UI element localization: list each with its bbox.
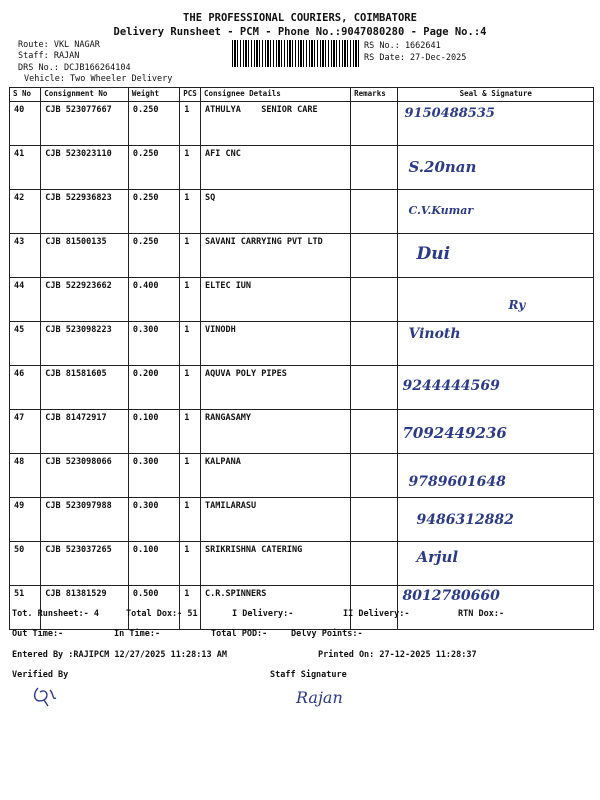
handwritten-signature: Arjul: [416, 548, 459, 566]
cell-signature: [398, 410, 594, 454]
handwritten-signature: 9150488535: [404, 106, 495, 121]
cell-sno: 45: [10, 322, 41, 366]
total-dox: Total Dox:- 51: [126, 609, 198, 619]
cell-pcs: 1: [180, 454, 201, 498]
cell-sno: 43: [10, 234, 41, 278]
cell-consignment-no: CJB 81381529: [41, 586, 129, 630]
cell-pcs: 1: [180, 498, 201, 542]
table-row: [10, 146, 594, 190]
cell-sno: 47: [10, 410, 41, 454]
cell-pcs: 1: [180, 102, 201, 146]
total-pod: Total POD:-: [211, 629, 268, 639]
cell-signature: [398, 234, 594, 278]
handwritten-signature: Dui: [416, 244, 451, 264]
cell-consignee-details: ELTEC IUN: [200, 278, 350, 322]
col-header-signature: Seal & Signature: [398, 88, 594, 102]
cell-weight: 0.300: [128, 322, 179, 366]
cell-consignee-details: SQ: [200, 190, 350, 234]
handwritten-signature: 9789601648: [408, 474, 506, 490]
cell-consignment-no: CJB 81581605: [41, 366, 129, 410]
col-header-weight: Weight: [128, 88, 179, 102]
table-row: [10, 410, 594, 454]
col-header-remarks: Remarks: [351, 88, 398, 102]
cell-weight: 0.300: [128, 498, 179, 542]
cell-consignee-details: ATHULYA SENIOR CARE: [200, 102, 350, 146]
cell-consignee-details: VINODH: [200, 322, 350, 366]
cell-sno: 46: [10, 366, 41, 410]
cell-remarks: [351, 190, 398, 234]
cell-remarks: [351, 146, 398, 190]
cell-weight: 0.500: [128, 586, 179, 630]
cell-consignee-details: C.R.SPINNERS: [200, 586, 350, 630]
handwritten-signature: S.20nan: [408, 158, 477, 176]
cell-consignment-no: CJB 81500135: [41, 234, 129, 278]
handwritten-signature: 9244444569: [402, 378, 500, 394]
cell-weight: 0.250: [128, 146, 179, 190]
cell-consignee-details: KALPANA: [200, 454, 350, 498]
cell-consignment-no: CJB 522936823: [41, 190, 129, 234]
cell-remarks: [351, 322, 398, 366]
cell-pcs: 1: [180, 366, 201, 410]
rtn-dox: RTN Dox:-: [458, 609, 505, 619]
delvy-points: Delvy Points:-: [291, 629, 363, 639]
cell-weight: 0.300: [128, 454, 179, 498]
handwritten-signature: Vinoth: [408, 326, 461, 342]
cell-signature: [398, 586, 594, 630]
cell-pcs: 1: [180, 410, 201, 454]
cell-signature: [398, 278, 594, 322]
table-row: [10, 234, 594, 278]
handwritten-signature: Ry: [508, 298, 526, 312]
cell-consignment-no: CJB 523097988: [41, 498, 129, 542]
col-header-consignee: Consignee Details: [200, 88, 350, 102]
cell-consignment-no: CJB 81472917: [41, 410, 129, 454]
cell-consignment-no: CJB 523077667: [41, 102, 129, 146]
cell-consignment-no: CJB 523098066: [41, 454, 129, 498]
entered-by: Entered By :RAJIPCM 12/27/2025 11:28:13 AM: [12, 650, 227, 660]
cell-remarks: [351, 542, 398, 586]
cell-consignment-no: CJB 523037265: [41, 542, 129, 586]
table-row: [10, 454, 594, 498]
cell-consignment-no: CJB 523098223: [41, 322, 129, 366]
cell-pcs: 1: [180, 190, 201, 234]
cell-signature: [398, 146, 594, 190]
cell-sno: 49: [10, 498, 41, 542]
in-time: In Time:-: [114, 629, 161, 639]
table-row: [10, 498, 594, 542]
cell-weight: 0.100: [128, 542, 179, 586]
table-row: [10, 190, 594, 234]
cell-signature: [398, 102, 594, 146]
barcode-image: [232, 40, 360, 67]
cell-sno: 50: [10, 542, 41, 586]
company-title: THE PROFESSIONAL COURIERS, COIMBATORE: [183, 12, 417, 24]
cell-weight: 0.400: [128, 278, 179, 322]
route-label: Route: VKL NAGAR: [18, 40, 100, 50]
cell-signature: [398, 454, 594, 498]
cell-weight: 0.250: [128, 102, 179, 146]
cell-consignee-details: RANGASAMY: [200, 410, 350, 454]
handwritten-signature: 8012780660: [402, 588, 500, 604]
table-header-row: [10, 88, 594, 102]
cell-pcs: 1: [180, 278, 201, 322]
tot-runsheet: Tot. Runsheet:- 4: [12, 609, 99, 619]
table-row: [10, 542, 594, 586]
handwritten-signature: 9486312882: [416, 512, 514, 528]
cell-remarks: [351, 586, 398, 630]
cell-sno: 40: [10, 102, 41, 146]
table-row: [10, 102, 594, 146]
vehicle-label: Vehicle: Two Wheeler Delivery: [24, 74, 173, 84]
staff-signature-label: Staff Signature: [270, 670, 347, 680]
cell-sno: 48: [10, 454, 41, 498]
table-row: [10, 322, 594, 366]
cell-weight: 0.250: [128, 234, 179, 278]
cell-consignment-no: CJB 523023110: [41, 146, 129, 190]
col-header-consignment: Consignment No: [41, 88, 129, 102]
cell-signature: [398, 190, 594, 234]
cell-consignee-details: SRIKRISHNA CATERING: [200, 542, 350, 586]
cell-sno: 51: [10, 586, 41, 630]
cell-pcs: 1: [180, 586, 201, 630]
i-delivery: I Delivery:-: [232, 609, 294, 619]
cell-weight: 0.100: [128, 410, 179, 454]
drs-number: DRS No.: DCJB166264104: [18, 63, 131, 73]
printed-on: Printed On: 27-12-2025 11:28:37: [318, 650, 477, 660]
cell-signature: [398, 322, 594, 366]
rs-number: RS No.: 1662641: [364, 41, 441, 51]
cell-remarks: [351, 366, 398, 410]
runsheet-table: [9, 87, 594, 630]
cell-pcs: 1: [180, 542, 201, 586]
staff-handwritten-signature: Rajan: [296, 688, 343, 707]
cell-sno: 42: [10, 190, 41, 234]
cell-weight: 0.200: [128, 366, 179, 410]
table-row: [10, 366, 594, 410]
cell-sno: 44: [10, 278, 41, 322]
cell-consignee-details: SAVANI CARRYING PVT LTD: [200, 234, 350, 278]
rs-date: RS Date: 27-Dec-2025: [364, 53, 467, 63]
handwritten-signature: 7092449236: [402, 424, 507, 442]
col-header-sno: S No: [10, 88, 41, 102]
table-row: [10, 278, 594, 322]
cell-signature: [398, 542, 594, 586]
cell-consignee-details: AFI CNC: [200, 146, 350, 190]
cell-pcs: 1: [180, 234, 201, 278]
cell-sno: 41: [10, 146, 41, 190]
runsheet-subtitle: Delivery Runsheet - PCM - Phone No.:9047080280 - Page No.:4: [113, 26, 487, 38]
handwritten-signature: C.V.Kumar: [408, 204, 474, 217]
verifier-signature-mark: [30, 684, 66, 708]
cell-remarks: [351, 234, 398, 278]
ii-delivery: II Delivery:-: [343, 609, 410, 619]
col-header-pcs: PCS: [180, 88, 201, 102]
cell-remarks: [351, 498, 398, 542]
cell-remarks: [351, 278, 398, 322]
cell-remarks: [351, 102, 398, 146]
cell-signature: [398, 498, 594, 542]
out-time: Out Time:-: [12, 629, 64, 639]
table-row: [10, 586, 594, 630]
verified-by-label: Verified By: [12, 670, 69, 680]
cell-consignee-details: AQUVA POLY PIPES: [200, 366, 350, 410]
cell-remarks: [351, 454, 398, 498]
cell-remarks: [351, 410, 398, 454]
cell-weight: 0.250: [128, 190, 179, 234]
cell-consignment-no: CJB 522923662: [41, 278, 129, 322]
cell-signature: [398, 366, 594, 410]
cell-consignee-details: TAMILARASU: [200, 498, 350, 542]
cell-pcs: 1: [180, 146, 201, 190]
cell-pcs: 1: [180, 322, 201, 366]
staff-label: Staff: RAJAN: [18, 51, 80, 61]
